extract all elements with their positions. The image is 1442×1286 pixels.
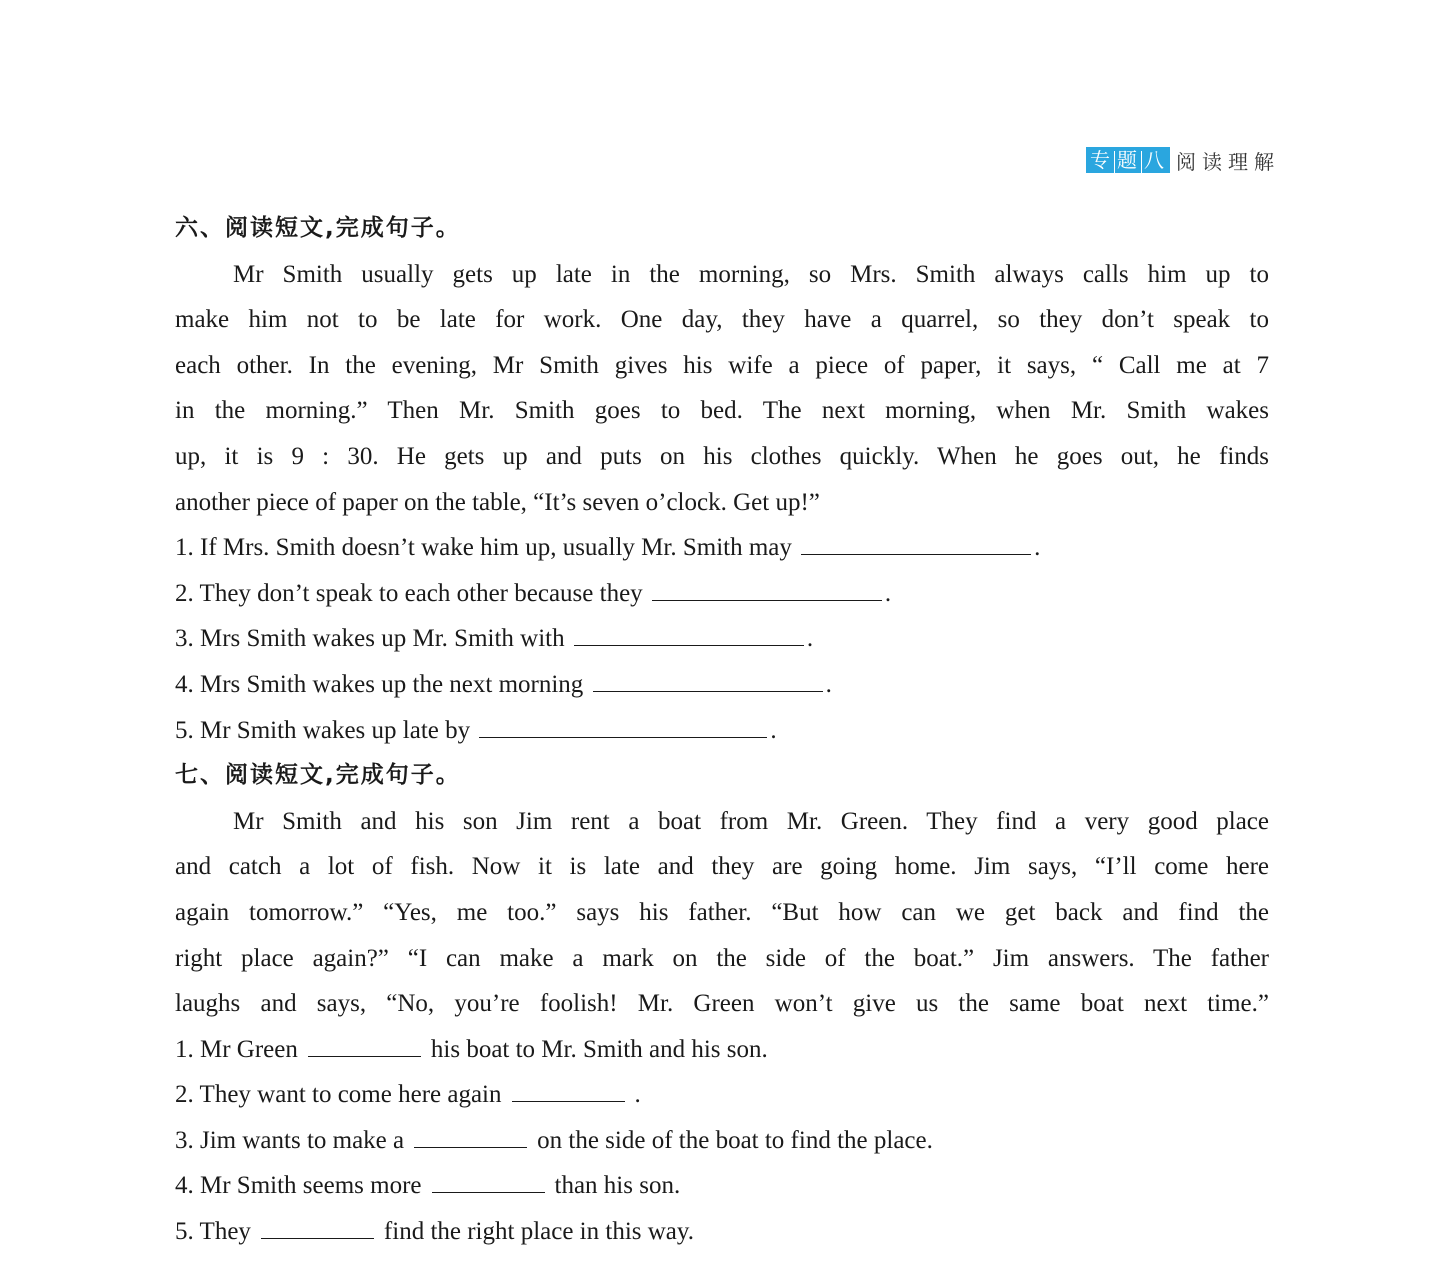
passage-line: and catch a lot of fish. Now it is late and they are going home. Jim says, “I’ll come here xyxy=(175,853,1269,881)
passage-line: in the morning.” Then Mr. Smith goes to bed. The next morning, when Mr. Smith wakes xyxy=(175,397,1269,425)
answer-blank[interactable] xyxy=(432,1168,545,1193)
worksheet xyxy=(175,206,1269,1255)
question-item: 4. Mrs Smith wakes up the next morning . xyxy=(175,662,1269,708)
passage-line: right place again?” “I can make a mark on the side of the boat.” Jim answers. The father xyxy=(175,944,1269,972)
section-7-title: 七、阅读短文,完成句子。 xyxy=(175,762,461,789)
question-item: 1. Mr Green his boat to Mr. Smith and his son. xyxy=(175,1027,1269,1073)
section-6-title: 六、阅读短文,完成句子。 xyxy=(175,215,461,241)
question-item: 3. Mrs Smith wakes up Mr. Smith with . xyxy=(175,616,1269,662)
question-item: 2. They don’t speak to each other because they . xyxy=(175,571,1269,617)
answer-blank[interactable] xyxy=(801,530,1031,555)
answer-blank[interactable] xyxy=(574,621,804,646)
answer-blank[interactable] xyxy=(479,713,767,738)
question-item: 1. If Mrs. Smith doesn’t wake him up, usually Mr. Smith may . xyxy=(175,525,1269,571)
answer-blank[interactable] xyxy=(593,667,823,692)
passage-line: another piece of paper on the table, “It’s seven o’clock. Get up!” xyxy=(175,488,820,516)
answer-blank[interactable] xyxy=(414,1123,527,1148)
answer-blank[interactable] xyxy=(261,1214,374,1239)
question-item: 5. They find the right place in this way. xyxy=(175,1209,1269,1255)
answer-blank[interactable] xyxy=(308,1032,421,1057)
passage-line: laughs and says, “No, you’re foolish! Mr. Green won’t give us the same boat next time.” xyxy=(175,990,1269,1018)
question-item: 5. Mr Smith wakes up late by . xyxy=(175,708,1269,754)
question-item: 4. Mr Smith seems more than his son. xyxy=(175,1163,1269,1209)
answer-blank[interactable] xyxy=(512,1077,625,1102)
header-title: 阅读理解 xyxy=(1176,149,1280,174)
passage-line: make him not to be late for work. One day, they have a quarrel, so they don’t speak to xyxy=(175,306,1269,334)
question-item: 2. They want to come here again . xyxy=(175,1072,1269,1118)
answer-blank[interactable] xyxy=(652,576,882,601)
topic-tag: 专 题 八 xyxy=(1086,147,1170,173)
passage-line: each other. In the evening, Mr Smith gives his wife a piece of paper, it says, “ Call me at 7 xyxy=(175,351,1269,379)
passage-line: Mr Smith and his son Jim rent a boat from Mr. Green. They find a very good place xyxy=(233,807,1269,835)
page-header xyxy=(1086,146,1280,174)
passage-line: again tomorrow.” “Yes, me too.” says his father. “But how can we get back and find the xyxy=(175,898,1269,926)
passage-line: Mr Smith usually gets up late in the morning, so Mrs. Smith always calls him up to xyxy=(233,260,1269,288)
passage-line: up, it is 9 : 30. He gets up and puts on his clothes quickly. When he goes out, he finds xyxy=(175,442,1269,470)
question-item: 3. Jim wants to make a on the side of the boat to find the place. xyxy=(175,1118,1269,1164)
